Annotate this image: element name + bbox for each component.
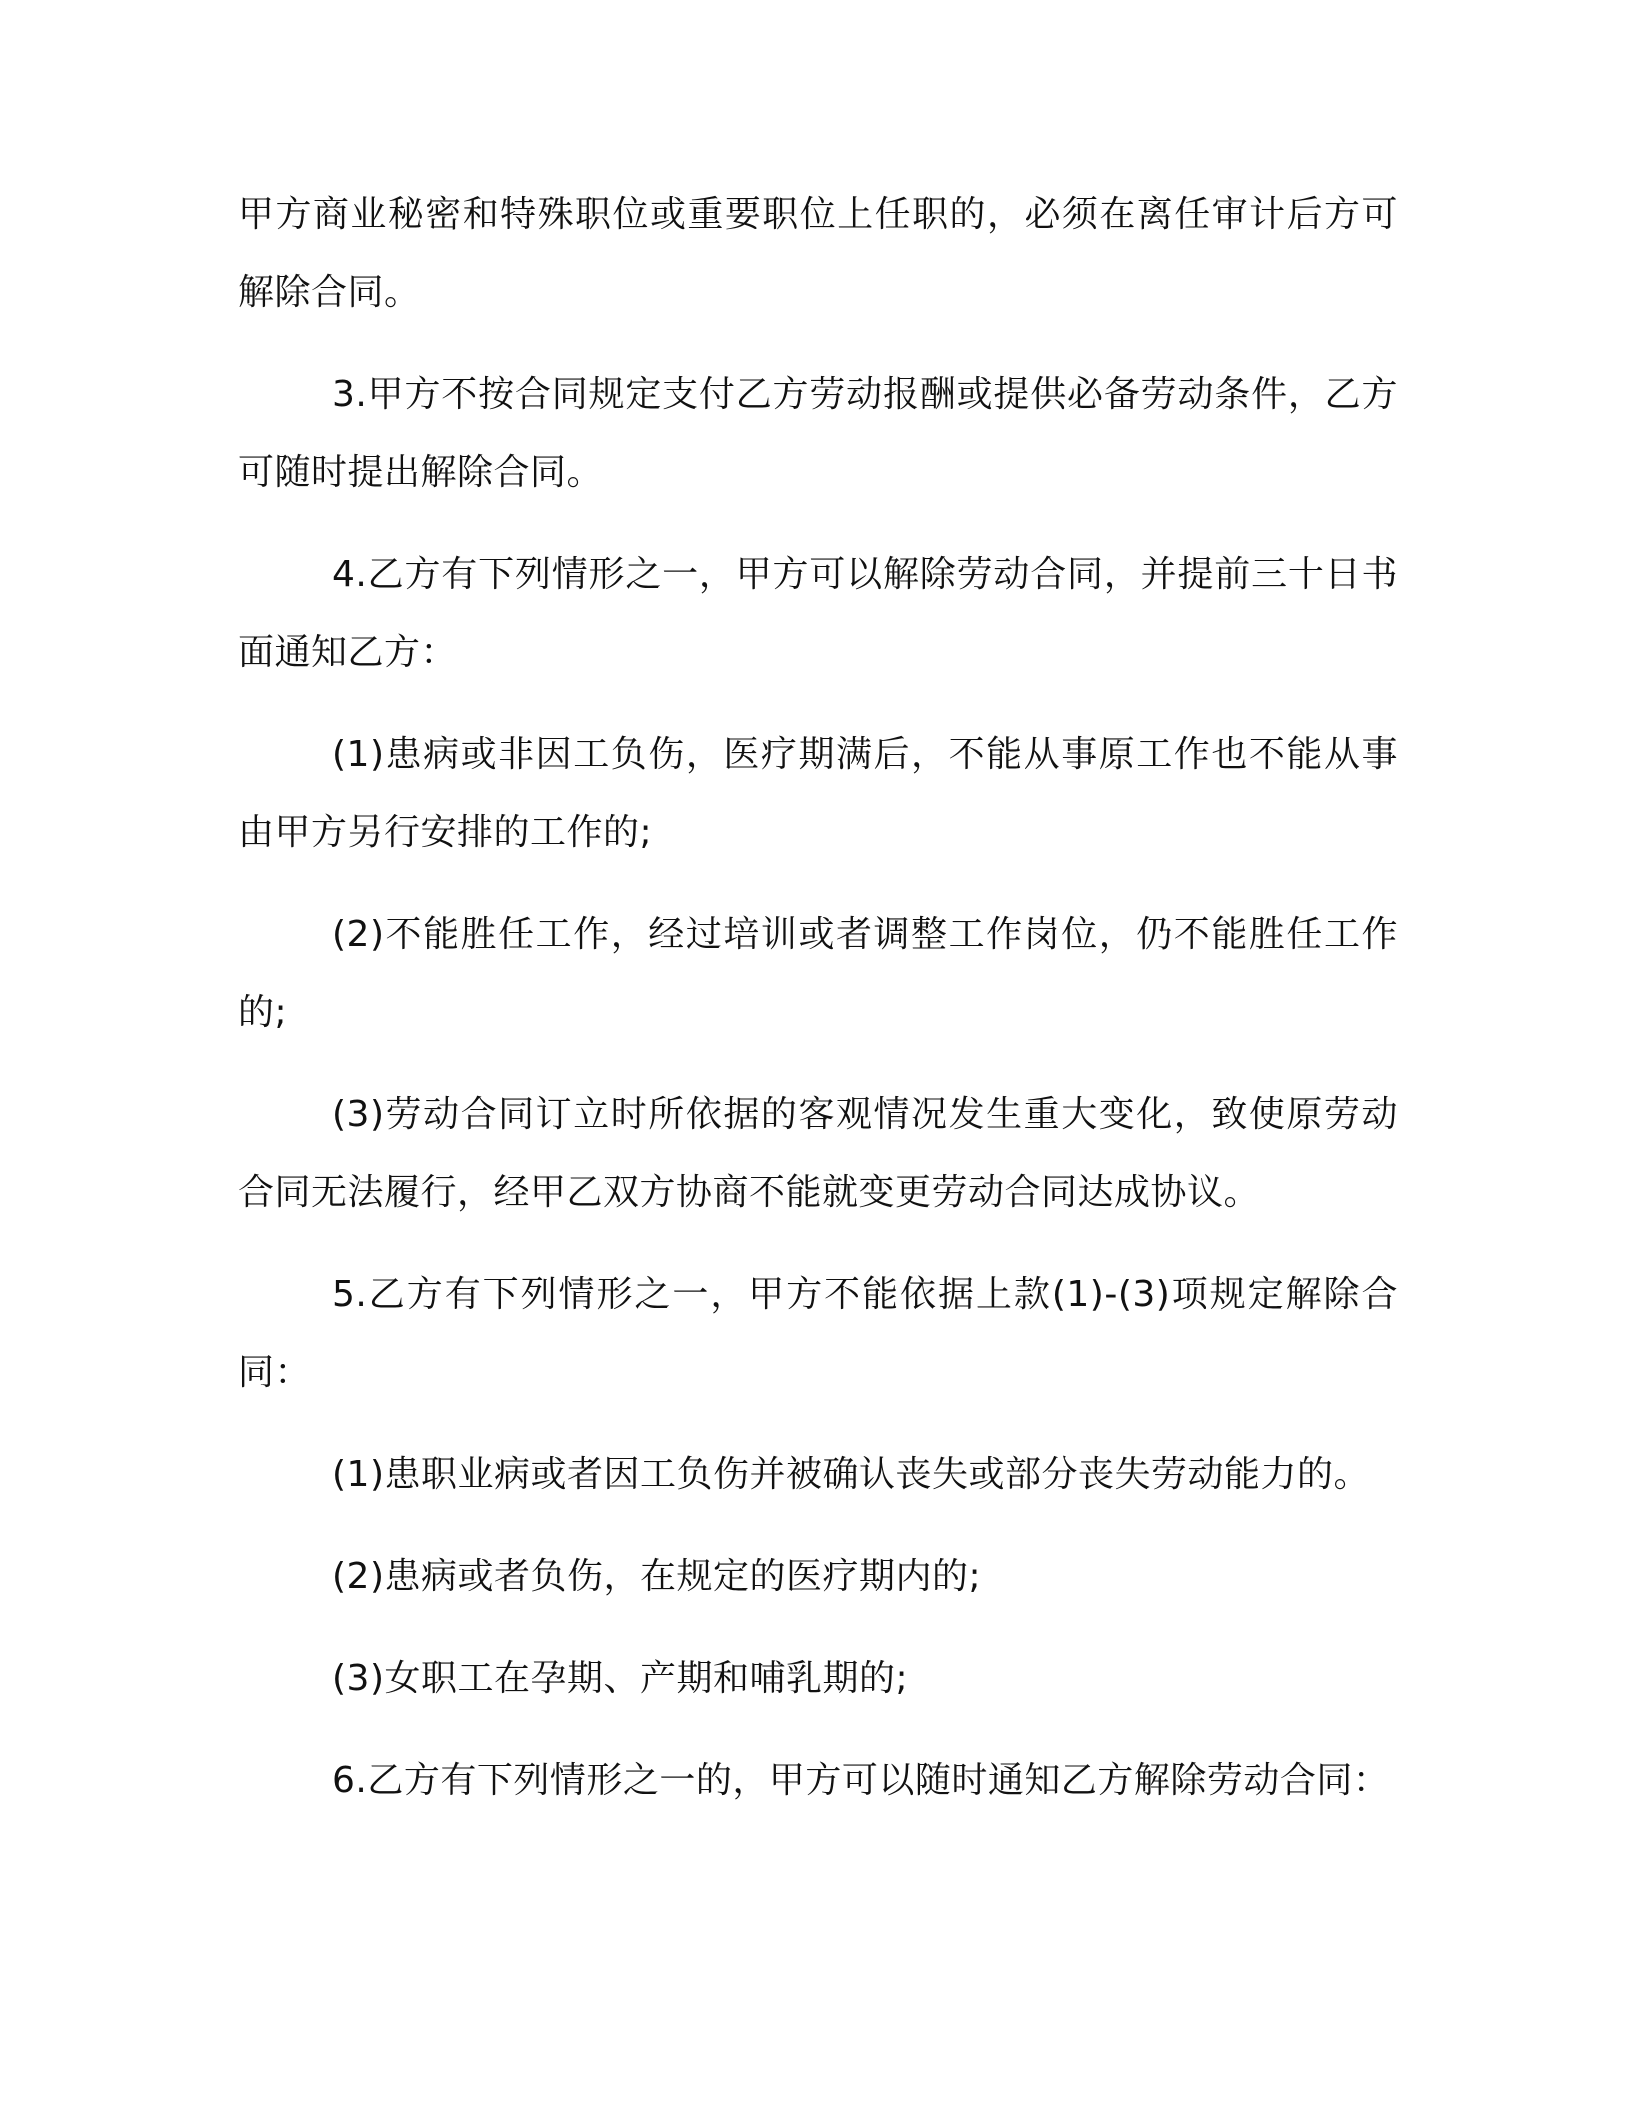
paragraph-clause-4-item-2: (2)不能胜任工作，经过培训或者调整工作岗位，仍不能胜任工作的; bbox=[238, 914, 1398, 1033]
paragraph-clause-3: 3.甲方不按合同规定支付乙方劳动报酬或提供必备劳动条件，乙方可随时提出解除合同。 bbox=[238, 374, 1398, 493]
paragraph-clause-5: 5.乙方有下列情形之一，甲方不能依据上款(1)-(3)项规定解除合同： bbox=[238, 1274, 1398, 1393]
paragraph-clause-5-item-1: (1)患职业病或者因工负伤并被确认丧失或部分丧失劳动能力的。 bbox=[332, 1454, 1370, 1495]
paragraph-clause-5-item-2: (2)患病或者负伤，在规定的医疗期内的; bbox=[332, 1556, 982, 1597]
paragraph-clause-4-item-3: (3)劳动合同订立时所依据的客观情况发生重大变化，致使原劳动合同无法履行，经甲乙双方协商不能就变更劳动合同达成协议。 bbox=[238, 1094, 1398, 1213]
paragraph-continuation: 甲方商业秘密和特殊职位或重要职位上任职的，必须在离任审计后方可解除合同。 bbox=[238, 194, 1398, 313]
paragraph-clause-4: 4.乙方有下列情形之一，甲方可以解除劳动合同，并提前三十日书面通知乙方： bbox=[238, 554, 1398, 673]
paragraph-clause-6: 6.乙方有下列情形之一的，甲方可以随时通知乙方解除劳动合同： bbox=[332, 1760, 1390, 1801]
paragraph-clause-4-item-1: (1)患病或非因工负伤，医疗期满后，不能从事原工作也不能从事由甲方另行安排的工作的; bbox=[238, 734, 1398, 853]
document-body bbox=[238, 176, 1398, 1844]
paragraph-clause-5-item-3: (3)女职工在孕期、产期和哺乳期的; bbox=[332, 1658, 909, 1699]
